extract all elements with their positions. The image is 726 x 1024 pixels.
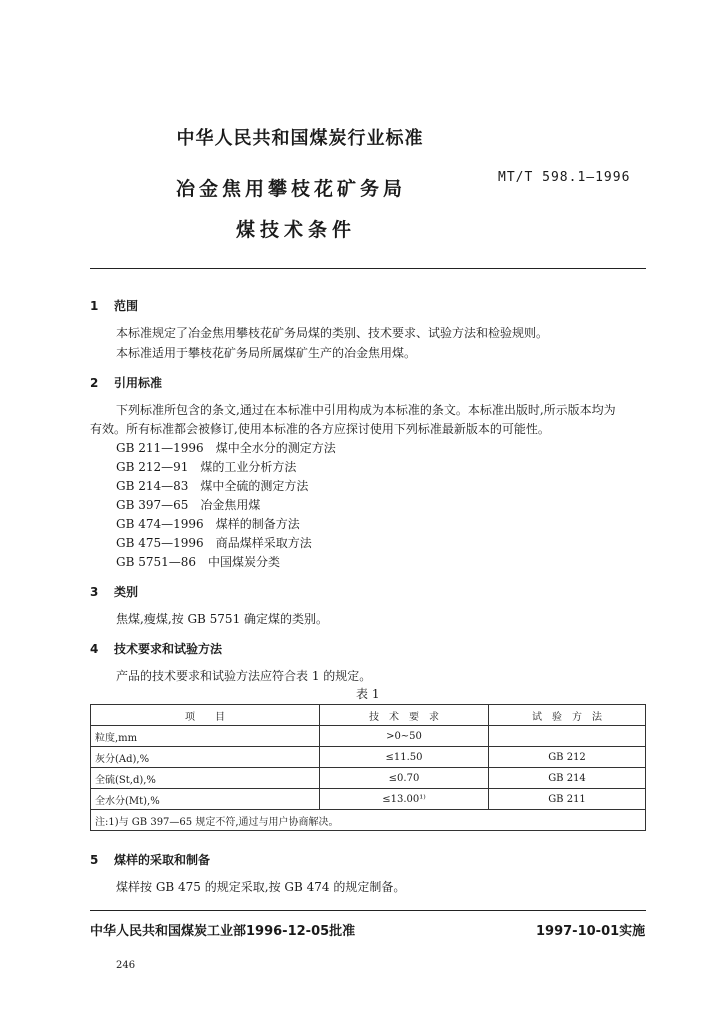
table-cell-requirement: >0~50 [320,726,489,747]
scope-paragraph-1: 本标准规定了冶金焦用攀枝花矿务局煤的类别、技术要求、试验方法和检验规则。 [116,326,549,340]
reference-title: 煤中全硫的测定方法 [200,479,309,493]
reference-item [116,496,260,513]
reference-code: GB 397—65 [116,498,189,512]
table-header-cell: 技 术 要 求 [320,705,489,726]
table-note-row [91,810,646,831]
reference-title: 煤中全水分的测定方法 [215,441,336,455]
table-note: 注:1)与 GB 397—65 规定不符,通过与用户协商解决。 [91,810,646,831]
table-row [91,789,646,810]
reference-item [116,515,300,532]
standard-number: MT/T 598.1—1996 [498,170,631,185]
table-caption: 表 1 [356,687,380,701]
category-paragraph: 焦煤,瘦煤,按 GB 5751 确定煤的类别。 [116,612,329,626]
reference-title: 煤样的制备方法 [215,517,300,531]
section-title: 引用标准 [114,376,163,390]
table-cell-method: GB 212 [489,747,646,768]
section-heading-technical-requirements [90,640,222,657]
reference-title: 商品煤样采取方法 [215,536,312,550]
requirements-table [90,704,646,831]
table-row [91,726,646,747]
reference-code: GB 211—1996 [116,441,204,455]
table-cell-item: 全硫(St,d),% [91,768,320,789]
section-number: 5 [90,853,99,867]
table-cell-requirement: ≤11.50 [320,747,489,768]
section-heading-category [90,583,138,600]
footer-rule [90,910,646,911]
page-number: 246 [116,960,136,971]
reference-code: GB 5751—86 [116,555,197,569]
sampling-paragraph: 煤样按 GB 475 的规定采取,按 GB 474 的规定制备。 [116,880,406,894]
issuing-organization: 中华人民共和国煤炭行业标准 [176,128,424,149]
table-cell-requirement: ≤13.00¹⁾ [320,789,489,810]
header-rule [90,268,646,269]
table-cell-item: 粒度,mm [91,726,320,747]
table-cell-item: 全水分(Mt),% [91,789,320,810]
document-title-line-1: 冶金焦用攀枝花矿务局 [176,178,407,200]
document-title-line-2: 煤技术条件 [236,219,357,241]
section-title: 技术要求和试验方法 [114,642,223,656]
reference-item [116,439,336,456]
table-header-cell: 项 目 [91,705,320,726]
table-row [91,768,646,789]
reference-code: GB 212—91 [116,460,189,474]
reference-item [116,458,296,475]
reference-item [116,553,280,570]
table-header-row [91,705,646,726]
reference-code: GB 475—1996 [116,536,204,550]
reference-title: 中国煤炭分类 [208,555,281,569]
table-header-cell: 试 验 方 法 [489,705,646,726]
technical-requirements-paragraph: 产品的技术要求和试验方法应符合表 1 的规定。 [116,669,372,683]
section-heading-sampling [90,851,210,868]
reference-item [116,534,312,551]
table-cell-method: GB 211 [489,789,646,810]
approval-statement: 中华人民共和国煤炭工业部1996-12-05批准 [90,924,356,939]
table-cell-requirement: ≤0.70 [320,768,489,789]
reference-title: 煤的工业分析方法 [200,460,297,474]
section-title: 煤样的采取和制备 [114,853,211,867]
section-number: 3 [90,585,99,599]
table-cell-item: 灰分(Ad),% [91,747,320,768]
references-intro-line-2: 有效。所有标准都会被修订,使用本标准的各方应探讨使用下列标准最新版本的可能性。 [90,422,550,436]
section-heading-references [90,374,162,391]
table-cell-method [489,726,646,747]
section-heading-scope [90,297,138,314]
reference-code: GB 474—1996 [116,517,204,531]
reference-title: 冶金焦用煤 [200,498,261,512]
references-intro-line-1: 下列标准所包含的条文,通过在本标准中引用构成为本标准的条文。本标准出版时,所示版本均为 [116,403,616,417]
section-number: 2 [90,376,99,390]
section-number: 1 [90,299,99,313]
table-row [91,747,646,768]
reference-item [116,477,308,494]
scope-paragraph-2: 本标准适用于攀枝花矿务局所属煤矿生产的冶金焦用煤。 [116,346,417,360]
section-title: 类别 [114,585,139,599]
section-title: 范围 [114,299,139,313]
implementation-date: 1997-10-01实施 [536,924,646,939]
reference-code: GB 214—83 [116,479,189,493]
table-cell-method: GB 214 [489,768,646,789]
section-number: 4 [90,642,99,656]
